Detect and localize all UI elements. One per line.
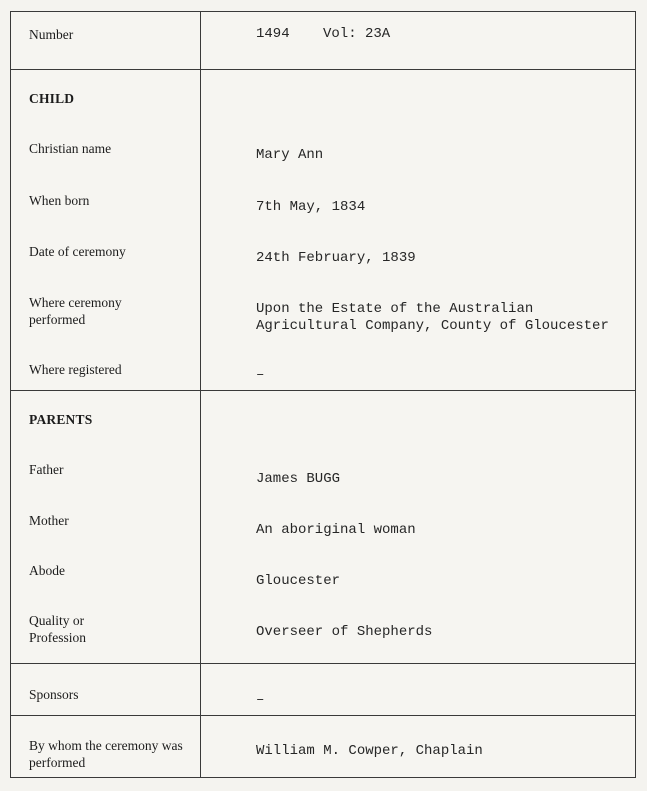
christian-name-label: Christian name [29,141,112,156]
mother-value: An aboriginal woman [256,522,416,538]
abode-value: Gloucester [256,573,341,589]
abode-label: Abode [29,563,65,578]
ceremony-date-value: 24th February, 1839 [256,250,416,266]
when-born-label: When born [29,193,90,208]
number-value: 1494 [256,26,290,42]
number-label: Number [29,27,74,42]
ceremony-place-label: Where ceremony performed [29,295,122,327]
ceremony-date-label: Date of ceremony [29,244,126,259]
ceremony-place-value-line1: Upon the Estate of the Australian [256,301,534,317]
mother-label: Mother [29,513,69,528]
row-divider-parents [11,663,635,664]
registered-value: – [256,367,265,383]
christian-name-value: Mary Ann [256,147,324,163]
baptism-record-form [10,11,636,778]
registered-label: Where registered [29,362,122,377]
profession-label: Quality or Profession [29,613,86,645]
volume-value: Vol: 23A [323,26,391,42]
father-value: James BUGG [256,471,341,487]
officiant-value: William M. Cowper, Chaplain [256,743,483,759]
sponsors-value: – [256,692,265,708]
child-heading: CHILD [29,91,75,106]
sponsors-label: Sponsors [29,687,79,702]
row-divider-number [11,69,635,70]
parents-heading: PARENTS [29,412,93,427]
profession-value: Overseer of Shepherds [256,624,433,640]
row-divider-sponsors [11,715,635,716]
when-born-value: 7th May, 1834 [256,199,366,215]
ceremony-place-value-line2: Agricultural Company, County of Gloucester [256,318,609,334]
officiant-label: By whom the ceremony was performed [29,738,183,770]
father-label: Father [29,462,64,477]
row-divider-child [11,390,635,391]
